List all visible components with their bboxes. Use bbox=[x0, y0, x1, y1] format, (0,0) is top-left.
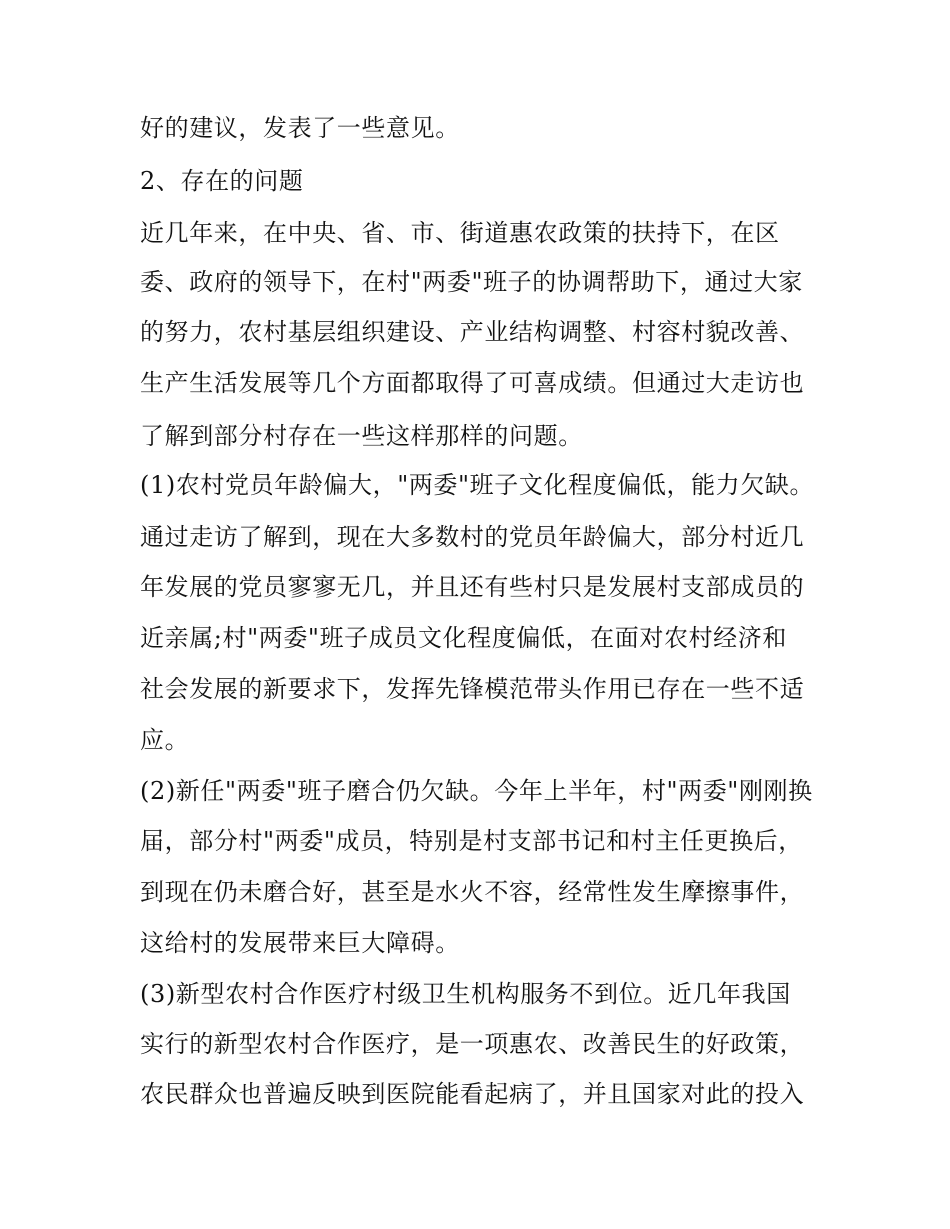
text-line: (2)新任"两委"班子磨合仍欠缺。今年上半年，村"两委"刚刚换 bbox=[140, 777, 813, 805]
text-line: 到现在仍未磨合好，甚至是水火不容，经常性发生摩擦事件， bbox=[140, 878, 805, 906]
text-line: 农民群众也普遍反映到医院能看起病了，并且国家对此的投入 bbox=[140, 1080, 805, 1108]
text-line: (3)新型农村合作医疗村级卫生机构服务不到位。近几年我国 bbox=[140, 980, 791, 1008]
text-line: 通过走访了解到，现在大多数村的党员年龄偏大，部分村近几 bbox=[140, 523, 805, 551]
text-line: 年发展的党员寥寥无几，并且还有些村只是发展村支部成员的 bbox=[140, 573, 805, 601]
text-line: 近几年来，在中央、省、市、街道惠农政策的扶持下，在区 bbox=[140, 219, 780, 247]
text-line: 社会发展的新要求下，发挥先锋模范带头作用已存在一些不适 bbox=[140, 675, 805, 703]
text-line: 委、政府的领导下，在村"两委"班子的协调帮助下，通过大家 bbox=[140, 268, 803, 296]
text-line: 届，部分村"两委"成员，特别是村支部书记和村主任更换后， bbox=[140, 827, 803, 855]
text-line: 生产生活发展等几个方面都取得了可喜成绩。但通过大走访也 bbox=[140, 369, 805, 397]
text-line: 应。 bbox=[140, 726, 190, 754]
text-line: 的努力，农村基层组织建设、产业结构调整、村容村貌改善、 bbox=[140, 318, 805, 346]
text-line: (1)农村党员年龄偏大，"两委"班子文化程度偏低，能力欠缺。 bbox=[140, 471, 815, 499]
section-heading: 2、存在的问题 bbox=[140, 167, 304, 195]
text-line: 这给村的发展带来巨大障碍。 bbox=[140, 929, 460, 957]
text-line: 实行的新型农村合作医疗，是一项惠农、改善民生的好政策， bbox=[140, 1030, 805, 1058]
text-line: 近亲属;村"两委"班子成员文化程度偏低，在面对农村经济和 bbox=[140, 624, 787, 652]
text-line: 了解到部分村存在一些这样那样的问题。 bbox=[140, 422, 583, 450]
text-line: 好的建议，发表了一些意见。 bbox=[140, 114, 460, 142]
